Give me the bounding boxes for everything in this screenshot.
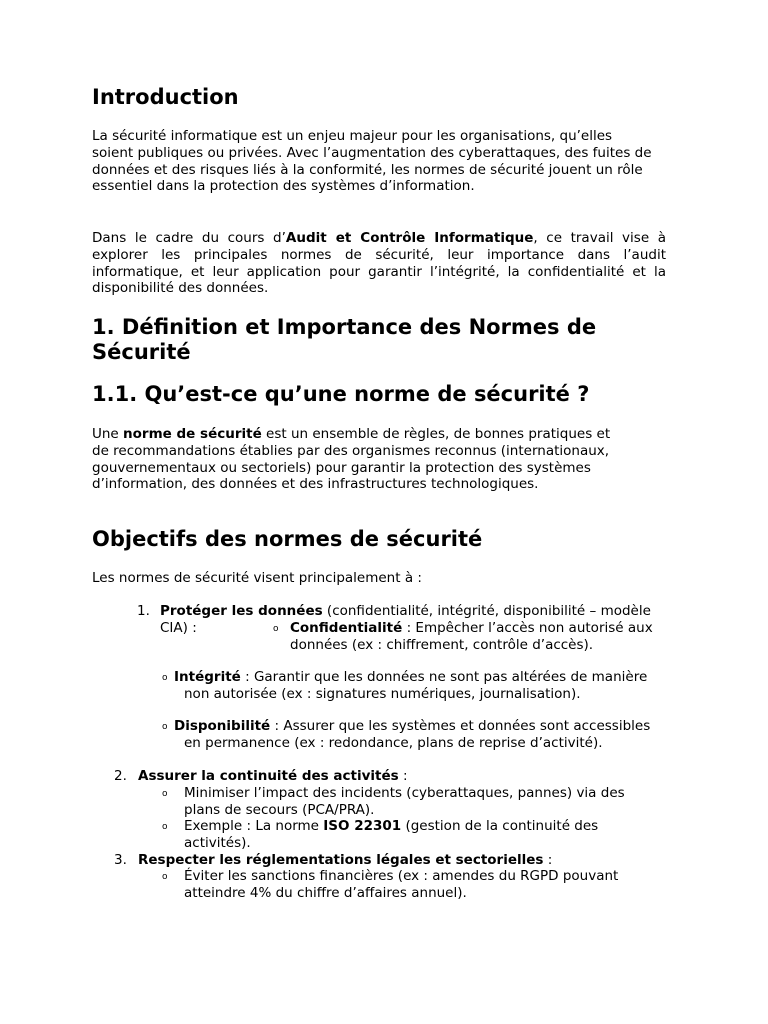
sub-item-iso-example (184, 818, 664, 852)
list-number-3: 3. (114, 852, 127, 868)
list-item-2-text: : (398, 768, 408, 784)
sub-item-integrity (174, 669, 664, 703)
definition-end: est un ensemble de règles, de bonnes pratiques et de recommandations établies par des organismes reconnus (internationaux, gouvernementaux ou sectoriels) pour garantir la protection des systèmes d’information, des données et des infrastructures technologiques. (92, 426, 611, 493)
section-1-1-heading: 1.1. Qu’est-ce qu’une norme de sécurité ? (92, 382, 590, 406)
definition-term: norme de sécurité (123, 426, 262, 442)
sub-item-availability-title: Disponibilité (174, 718, 271, 734)
list-item-3 (138, 852, 552, 869)
list-item-1-text: (confidentialité, intégrité, disponibilité – modèle CIA) : (160, 603, 651, 636)
objectives-lead: Les normes de sécurité visent principalement à : (92, 570, 422, 586)
bullet-icon: o (162, 822, 168, 832)
sub-item-sanctions: Éviter les sanctions financières (ex : amendes du RGPD pouvant atteindre 4% du chiffre d’affaires annuel). (184, 868, 619, 901)
list-item-3-text: : (543, 852, 553, 868)
list-item-1-title: Protéger les données (160, 603, 323, 619)
bullet-icon: o (162, 673, 168, 683)
sub-item-confidentiality-text: : Empêcher l’accès non autorisé aux données (ex : chiffrement, contrôle d’accès). (290, 620, 653, 653)
intro-paragraph-2-end: , ce travail vise à explorer les principales normes de sécurité, leur importance dans l’audit informatique, et leur application pour garantir l’intégrité, la confidentialité et la disponibilité des données. (92, 230, 666, 297)
list-number-2: 2. (114, 768, 127, 784)
intro-heading: Introduction (92, 85, 239, 109)
sub-item-confidentiality-title: Confidentialité (290, 620, 403, 636)
sub-item-availability-text: : Assurer que les systèmes et données sont accessibles en permanence (ex : redondance, plans de reprise d’activité). (184, 718, 651, 751)
sub-item-integrity-text: : Garantir que les données ne sont pas altérées de manière non autorisée (ex : signatures numériques, journalisation). (184, 669, 648, 702)
section-1-heading: 1. Définition et Importance des Normes de Sécurité (92, 315, 597, 364)
list-item-2-title: Assurer la continuité des activités (138, 768, 399, 784)
sub-item-iso-example-end: (gestion de la continuité des activités). (184, 818, 599, 851)
course-name: Audit et Contrôle Informatique (285, 230, 534, 246)
intro-paragraph-2-start: Dans le cadre du cours d’ (92, 230, 286, 246)
list-number-1: 1. (137, 603, 150, 619)
definition-paragraph (92, 426, 612, 493)
objectives-heading: Objectifs des normes de sécurité (92, 527, 483, 551)
iso-norm: ISO 22301 (323, 818, 402, 834)
definition-start: Une (92, 426, 124, 442)
intro-paragraph-2 (92, 230, 666, 297)
list-item-3-title: Respecter les réglementations légales et sectorielles (138, 852, 544, 868)
bullet-icon: o (273, 624, 279, 634)
bullet-icon: o (162, 722, 168, 732)
sub-item-availability (174, 718, 664, 752)
sub-item-iso-example-start: Exemple : La norme (184, 818, 324, 834)
list-item-2 (138, 768, 408, 785)
sub-item-integrity-title: Intégrité (174, 669, 241, 685)
bullet-icon: o (162, 872, 168, 882)
intro-paragraph-1: La sécurité informatique est un enjeu majeur pour les organisations, qu’elles soient publiques ou privées. Avec l’augmentation des cyberattaques, des fuites de données et des risques liés à la conformité, les normes de sécurité jouent un rôle essentiel dans la protection des systèmes d’information. (92, 128, 652, 195)
bullet-icon: o (162, 789, 168, 799)
sub-item-minimize-impact: Minimiser l’impact des incidents (cyberattaques, pannes) via des plans de secours (PCA/PRA). (184, 785, 625, 818)
sub-item-confidentiality (290, 620, 658, 654)
